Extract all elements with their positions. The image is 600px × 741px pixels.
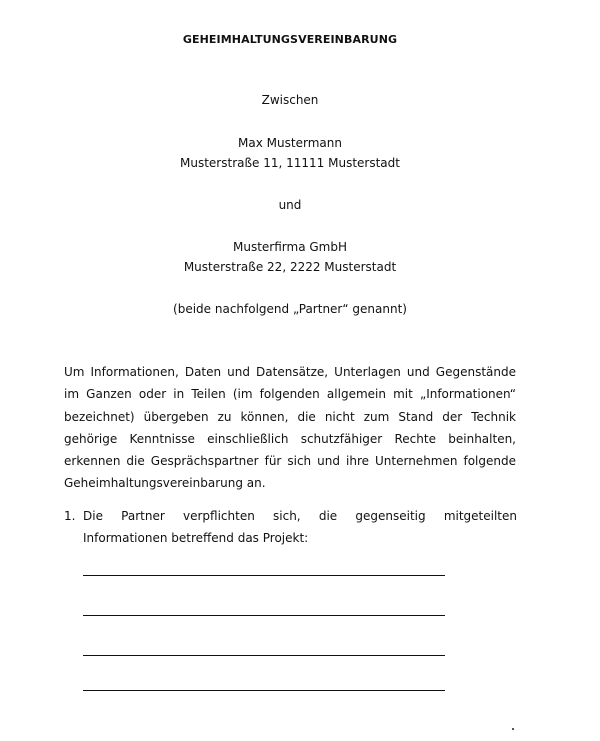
page-title: GEHEIMHALTUNGSVEREINBARUNG xyxy=(182,33,398,46)
partner-note: (beide nachfolgend „Partner“ genannt) xyxy=(173,302,407,316)
project-blank-line xyxy=(83,690,445,691)
stray-dot xyxy=(512,728,514,730)
project-blank-line xyxy=(83,575,445,576)
and-label: und xyxy=(278,198,302,212)
party2-name: Musterfirma GmbH xyxy=(233,240,347,254)
party2-address: Musterstraße 22, 2222 Musterstadt xyxy=(183,260,397,274)
project-blank-line xyxy=(83,615,445,616)
between-label: Zwischen xyxy=(261,93,319,107)
party1-address: Musterstraße 11, 11111 Musterstadt xyxy=(180,156,400,170)
project-blank-line xyxy=(83,655,445,656)
party1-name: Max Mustermann xyxy=(238,136,342,150)
clause-number: 1. xyxy=(64,509,76,523)
clause-text: Die Partner verpflichten sich, die gegenseitig mitgeteilten Informationen betreffend das Projekt: xyxy=(83,509,517,545)
intro-paragraph: Um Informationen, Daten und Datensätze, Unterlagen und Gegenstände im Ganzen oder in Teilen (im folgenden allgemein mit „Informationen“ bezeichnet) übergeben zu können, die nicht zum Stand der Technik gehörige Kenntnisse einschließlich schutzfähiger Rechte beinhalten, erkennen die Gesprächspartner für sich und ihre Unternehmen folgende Geheimhaltungsvereinbarung an. xyxy=(64,365,516,491)
